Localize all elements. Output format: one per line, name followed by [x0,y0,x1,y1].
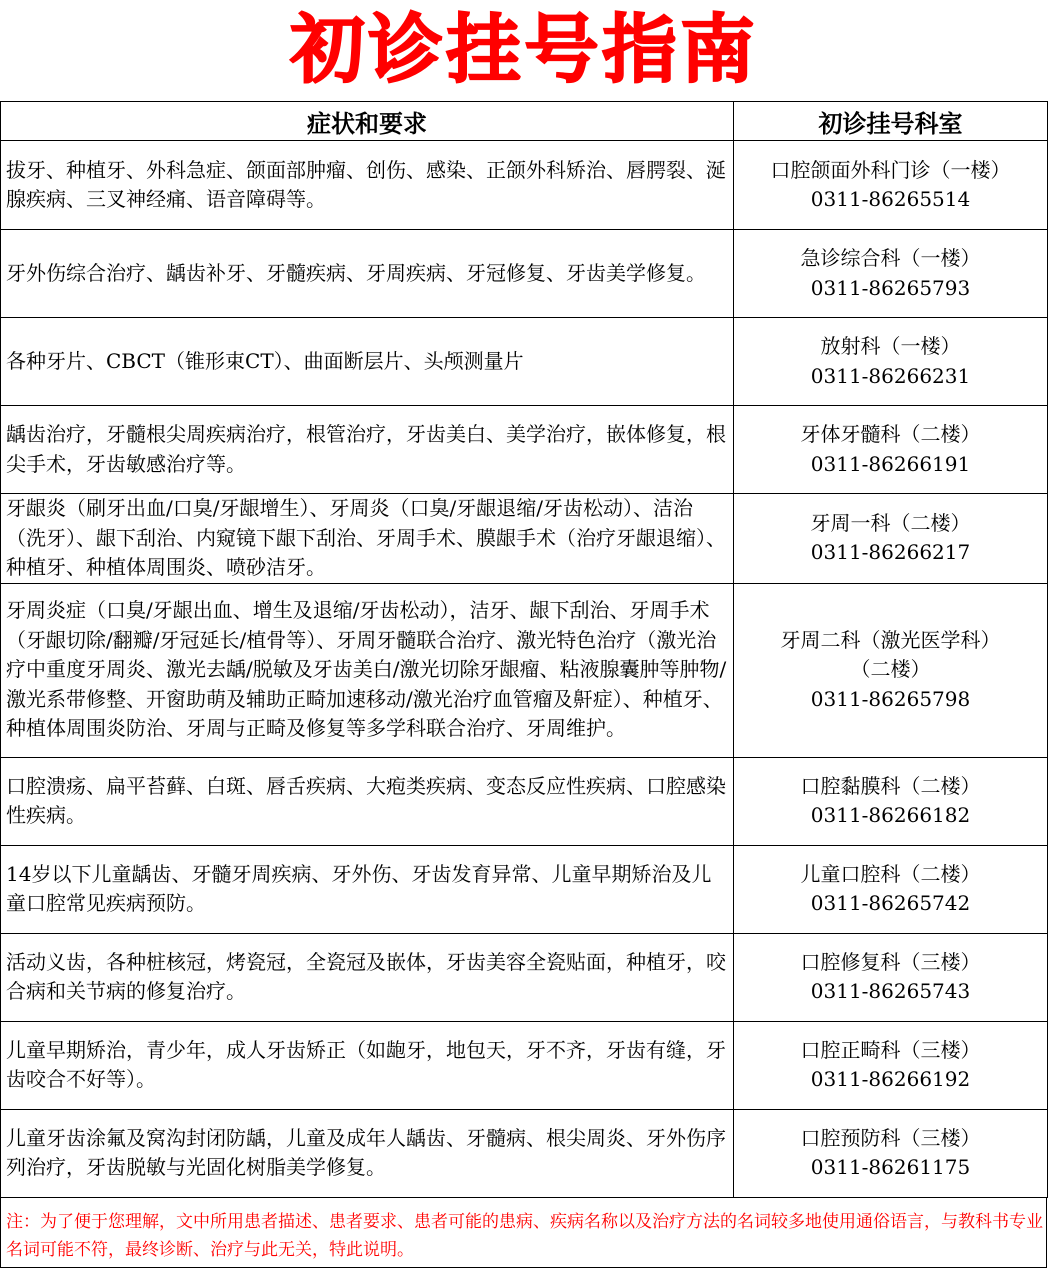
symptoms-cell: 牙周炎症（口臭/牙龈出血、增生及退缩/牙齿松动），洁牙、龈下刮治、牙周手术（牙龈切除/翻瓣/牙冠延长/植骨等）、牙周牙髓联合治疗、激光特色治疗（激光治疗中重度牙周炎、激光去龋/脱敏及牙齿美白/激光切除牙龈瘤、粘液腺囊肿等肿物/激光系带修整、开窗助萌及辅助正畸加速移动/激光治疗血管瘤及鼾症）、种植牙、种植体周围炎防治、牙周与正畸及修复等多学科联合治疗、牙周维护。 [1,583,734,757]
table-row [1,933,1048,1021]
symptoms-cell: 活动义齿，各种桩核冠，烤瓷冠，全瓷冠及嵌体，牙齿美容全瓷贴面，种植牙，咬合病和关节病的修复治疗。 [1,933,734,1021]
symptoms-cell: 口腔溃疡、扁平苔藓、白斑、唇舌疾病、大疱类疾病、变态反应性疾病、口腔感染性疾病。 [1,757,734,845]
department-cell [734,318,1048,406]
table-row [1,845,1048,933]
symptoms-header: 症状和要求 [1,102,734,141]
department-cell [734,141,1048,230]
table-row [1,494,1048,584]
department-name: 口腔正畸科（三楼） [800,1037,981,1062]
symptoms-cell: 拔牙、种植牙、外科急症、颌面部肿瘤、创伤、感染、正颌外科矫治、唇腭裂、涎腺疾病、三叉神经痛、语音障碍等。 [1,141,734,230]
department-cell [734,845,1048,933]
department-name: 口腔修复科（三楼） [800,949,981,974]
department-phone: 0311-86266182 [810,803,971,827]
department-phone: 0311-86265743 [810,979,971,1003]
table-row [1,1109,1048,1197]
department-name: 口腔颌面外科门诊（一楼） [770,157,1011,182]
department-phone: 0311-86266217 [810,540,971,565]
table-header-row [1,102,1048,141]
department-name: 放射科（一楼） [820,334,961,358]
table-row [1,583,1048,757]
table-row [1,757,1048,845]
department-cell [734,1021,1048,1109]
department-phone: 0311-86265742 [810,891,971,915]
table-row [1,318,1048,406]
department-phone: 0311-86265514 [810,187,971,211]
department-phone: 0311-86265793 [810,275,971,300]
symptoms-cell: 龋齿治疗，牙髓根尖周疾病治疗，根管治疗，牙齿美白、美学治疗，嵌体修复，根尖手术，牙齿敏感治疗等。 [1,406,734,494]
title-area [0,0,1049,100]
department-cell [734,494,1048,584]
table-row [1,406,1048,494]
department-header: 初诊挂号科室 [734,102,1048,141]
department-phone: 0311-86261175 [810,1155,971,1179]
department-phone: 0311-86265798 [810,686,971,711]
department-floor: （二楼） [850,657,931,682]
department-phone: 0311-86266231 [810,363,971,388]
department-name: 口腔预防科（三楼） [800,1125,981,1150]
table-row [1,1021,1048,1109]
department-name: 急诊综合科（一楼） [800,246,981,270]
page-title: 初诊挂号指南 [290,7,759,93]
department-name: 牙体牙髓科（二楼） [800,422,981,446]
symptoms-cell: 各种牙片、CBCT（锥形束CT）、曲面断层片、头颅测量片 [1,318,734,406]
department-phone: 0311-86266192 [810,1067,971,1091]
department-cell [734,583,1048,757]
department-cell [734,230,1048,318]
symptoms-cell: 14岁以下儿童龋齿、牙髓牙周疾病、牙外伤、牙齿发育异常、儿童早期矫治及儿童口腔常见疾病预防。 [1,845,734,933]
department-cell [734,757,1048,845]
symptoms-cell: 儿童牙齿涂氟及窝沟封闭防龋，儿童及成年人龋齿、牙髓病、根尖周炎、牙外伤序列治疗，牙齿脱敏与光固化树脂美学修复。 [1,1109,734,1197]
symptoms-cell: 牙龈炎（刷牙出血/口臭/牙龈增生）、牙周炎（口臭/牙龈退缩/牙齿松动）、洁治（洗牙）、龈下刮治、内窥镜下龈下刮治、牙周手术、膜龈手术（治疗牙龈退缩）、种植牙、种植体周围炎、喷砂洁牙。 [1,494,734,584]
department-name: 儿童口腔科（二楼） [800,861,981,886]
table-row [1,141,1048,230]
disclaimer-text: 注：为了便于您理解，文中所用患者描述、患者要求、患者可能的患病、疾病名称以及治疗方法的名词较多地使用通俗语言，与教科书专业名词可能不符，最终诊断、治疗与此无关，特此说明。 [6,1212,1043,1260]
symptoms-cell: 儿童早期矫治，青少年，成人牙齿矫正（如龅牙，地包天，牙不齐，牙齿有缝，牙齿咬合不好等）。 [1,1021,734,1109]
department-cell [734,1109,1048,1197]
table-row [1,230,1048,318]
department-name: 牙周一科（二楼） [810,510,971,535]
symptoms-cell: 牙外伤综合治疗、龋齿补牙、牙髓疾病、牙周疾病、牙冠修复、牙齿美学修复。 [1,230,734,318]
department-name: 牙周二科（激光医学科） [780,627,1001,652]
department-name: 口腔黏膜科（二楼） [800,773,981,798]
department-phone: 0311-86266191 [810,451,971,476]
department-cell [734,406,1048,494]
department-cell [734,933,1048,1021]
disclaimer-note [0,1198,1047,1268]
registration-table [0,101,1048,1198]
